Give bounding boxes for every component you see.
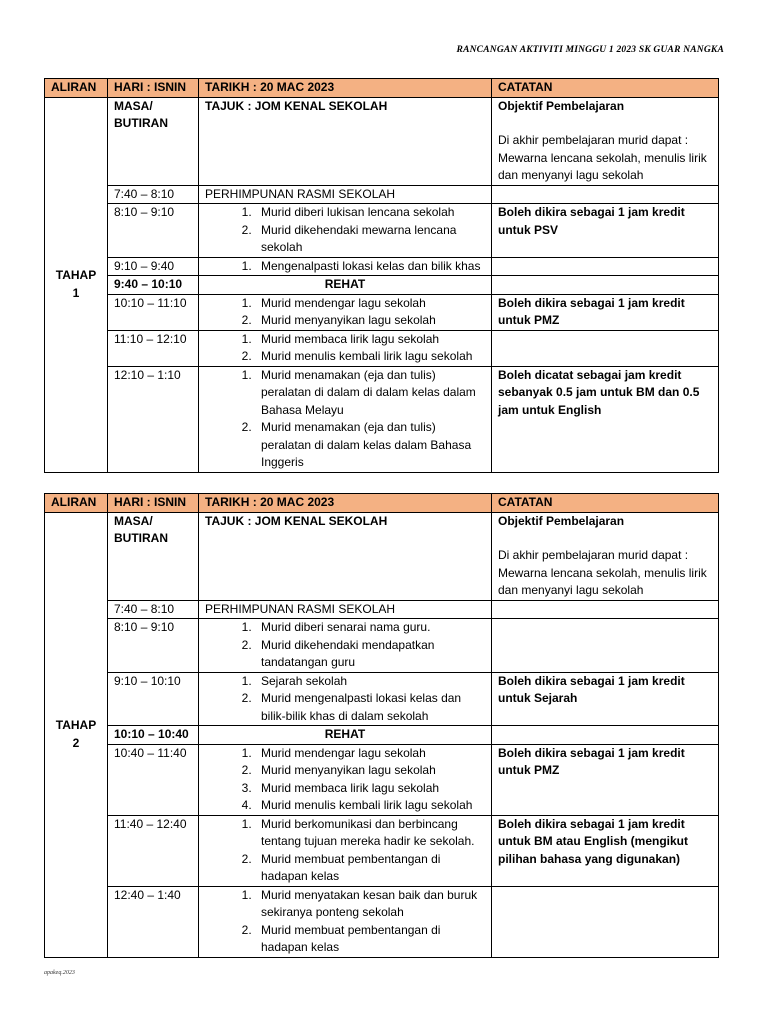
subheader-row bbox=[45, 97, 719, 185]
catatan-cell: Boleh dikira sebagai 1 jam kredit untuk PSV bbox=[492, 204, 719, 258]
activity-cell bbox=[199, 294, 492, 330]
objektif-spacer bbox=[498, 115, 712, 132]
activity-cell bbox=[199, 366, 492, 472]
list-item: 1. Murid diberi lukisan lencana sekolah bbox=[255, 204, 485, 222]
time-cell: 7:40 – 8:10 bbox=[108, 600, 199, 619]
catatan-cell bbox=[492, 619, 719, 673]
time-cell: 10:10 – 11:10 bbox=[108, 294, 199, 330]
catatan-cell bbox=[492, 726, 719, 745]
time-cell: 8:10 – 9:10 bbox=[108, 619, 199, 673]
table-row bbox=[45, 294, 719, 330]
activity-cell bbox=[199, 619, 492, 673]
list-item: 2. Murid menyanyikan lagu sekolah bbox=[255, 762, 485, 780]
catatan-cell bbox=[492, 276, 719, 295]
catatan-cell bbox=[492, 600, 719, 619]
catatan-cell bbox=[492, 330, 719, 366]
catatan-cell: Boleh dikira sebagai 1 jam kredit untuk BM atau English (mengikut pilihan bahasa yang digunakan) bbox=[492, 815, 719, 886]
activity-cell: PERHIMPUNAN RASMI SEKOLAH bbox=[199, 600, 492, 619]
list-item: 1. Murid membaca lirik lagu sekolah bbox=[255, 331, 485, 349]
catatan-cell: Boleh dicatat sebagai jam kredit sebanyak 0.5 jam untuk BM dan 0.5 jam untuk English bbox=[492, 366, 719, 472]
time-cell: 9:40 – 10:10 bbox=[108, 276, 199, 295]
masa-label-line: MASA/ bbox=[114, 513, 153, 528]
list-item: 1. Murid menamakan (eja dan tulis) peralatan di dalam di dalam kelas dalam Bahasa Melayu bbox=[255, 367, 485, 420]
list-item: 2. Murid menulis kembali lirik lagu sekolah bbox=[255, 348, 485, 366]
list-item: 2. Murid dikehendaki mendapatkan tandatangan guru bbox=[255, 637, 485, 672]
activity-table-tahap-1 bbox=[44, 78, 719, 473]
list-item: 2. Murid mengenalpasti lokasi kelas dan bilik-bilik khas di dalam sekolah bbox=[255, 690, 485, 725]
activity-list bbox=[205, 673, 485, 726]
list-item: 2. Murid menyanyikan lagu sekolah bbox=[255, 312, 485, 330]
list-item: 1. Murid berkomunikasi dan berbincang tentang tujuan mereka hadir ke sekolah. bbox=[255, 816, 485, 851]
time-cell: 10:40 – 11:40 bbox=[108, 744, 199, 815]
objektif-text: Di akhir pembelajaran murid dapat : Mewarna lencana sekolah, menulis lirik dan menyanyi lagu sekolah bbox=[498, 548, 707, 597]
table-row bbox=[45, 744, 719, 815]
objektif-text: Di akhir pembelajaran murid dapat : Mewarna lencana sekolah, menulis lirik dan menyanyi lagu sekolah bbox=[498, 133, 707, 182]
subheader-row bbox=[45, 512, 719, 600]
header-row bbox=[45, 494, 719, 513]
time-cell: 9:10 – 9:40 bbox=[108, 257, 199, 276]
activity-cell bbox=[199, 886, 492, 957]
activity-table-tahap-2 bbox=[44, 493, 719, 958]
objektif-title: Objektif Pembelajaran bbox=[498, 513, 625, 528]
column-header-aliran: ALIRAN bbox=[45, 79, 108, 98]
column-header-catatan: CATATAN bbox=[492, 494, 719, 513]
list-item: 3. Murid membaca lirik lagu sekolah bbox=[255, 780, 485, 798]
column-header-tarikh: TARIKH : 20 MAC 2023 bbox=[199, 494, 492, 513]
activity-list bbox=[205, 331, 485, 366]
objektif-cell bbox=[492, 97, 719, 185]
list-item: 2. Murid menamakan (eja dan tulis) peralatan di dalam kelas dalam Bahasa Inggeris bbox=[255, 419, 485, 472]
activity-cell bbox=[199, 672, 492, 726]
activity-list bbox=[205, 816, 485, 886]
list-item: 1. Murid mendengar lagu sekolah bbox=[255, 295, 485, 313]
masa-label-line: MASA/ bbox=[114, 98, 153, 113]
document-footer: apakeq.2023 bbox=[44, 970, 75, 976]
masa-label-line: BUTIRAN bbox=[114, 531, 168, 545]
objektif-cell bbox=[492, 512, 719, 600]
list-item: 1. Murid diberi senarai nama guru. bbox=[255, 619, 485, 637]
activity-cell bbox=[199, 330, 492, 366]
tahap-label-line: 2 bbox=[72, 735, 80, 750]
objektif-spacer bbox=[498, 530, 712, 547]
objektif-title: Objektif Pembelajaran bbox=[498, 98, 625, 113]
catatan-cell bbox=[492, 185, 719, 204]
activity-list bbox=[205, 295, 485, 330]
time-cell: 7:40 – 8:10 bbox=[108, 185, 199, 204]
table-row bbox=[45, 204, 719, 258]
tajuk-cell: TAJUK : JOM KENAL SEKOLAH bbox=[199, 97, 492, 185]
activity-cell bbox=[199, 204, 492, 258]
table-row bbox=[45, 257, 719, 276]
list-item: 4. Murid menulis kembali lirik lagu sekolah bbox=[255, 797, 485, 815]
list-item: 1. Murid mendengar lagu sekolah bbox=[255, 745, 485, 763]
activity-cell bbox=[199, 257, 492, 276]
table-row bbox=[45, 276, 719, 295]
list-item: 1. Sejarah sekolah bbox=[255, 673, 485, 691]
column-header-catatan: CATATAN bbox=[492, 79, 719, 98]
time-cell: 11:40 – 12:40 bbox=[108, 815, 199, 886]
list-item: 2. Murid membuat pembentangan di hadapan kelas bbox=[255, 922, 485, 957]
catatan-cell bbox=[492, 886, 719, 957]
column-header-hari: HARI : ISNIN bbox=[108, 79, 199, 98]
table-row bbox=[45, 600, 719, 619]
document-header: RANCANGAN AKTIVITI MINGGU 1 2023 SK GUAR NANGKA bbox=[456, 45, 724, 55]
table-row bbox=[45, 366, 719, 472]
tahap-label-line: TAHAP bbox=[55, 268, 97, 282]
rehat-cell: REHAT bbox=[199, 726, 492, 745]
activity-cell bbox=[199, 815, 492, 886]
list-item: 1. Mengenalpasti lokasi kelas dan bilik khas bbox=[255, 258, 485, 276]
activity-list bbox=[205, 367, 485, 472]
tahap-label-line: 1 bbox=[72, 285, 80, 300]
time-cell: 11:10 – 12:10 bbox=[108, 330, 199, 366]
rehat-cell: REHAT bbox=[199, 276, 492, 295]
table-row bbox=[45, 672, 719, 726]
column-header-tarikh: TARIKH : 20 MAC 2023 bbox=[199, 79, 492, 98]
masa-butiran-cell bbox=[108, 97, 199, 185]
time-cell: 10:10 – 10:40 bbox=[108, 726, 199, 745]
activity-cell bbox=[199, 744, 492, 815]
activity-list bbox=[205, 619, 485, 672]
catatan-cell: Boleh dikira sebagai 1 jam kredit untuk Sejarah bbox=[492, 672, 719, 726]
list-item: 2. Murid membuat pembentangan di hadapan kelas bbox=[255, 851, 485, 886]
activity-list bbox=[205, 887, 485, 957]
masa-label-line: BUTIRAN bbox=[114, 116, 168, 130]
table-row bbox=[45, 815, 719, 886]
catatan-cell: Boleh dikira sebagai 1 jam kredit untuk PMZ bbox=[492, 744, 719, 815]
masa-butiran-cell bbox=[108, 512, 199, 600]
column-header-aliran: ALIRAN bbox=[45, 494, 108, 513]
time-cell: 9:10 – 10:10 bbox=[108, 672, 199, 726]
table-row bbox=[45, 726, 719, 745]
column-header-hari: HARI : ISNIN bbox=[108, 494, 199, 513]
tahap-cell bbox=[45, 512, 108, 957]
table-row bbox=[45, 619, 719, 673]
activity-list bbox=[205, 204, 485, 257]
table-row bbox=[45, 886, 719, 957]
tahap-cell bbox=[45, 97, 108, 472]
catatan-cell bbox=[492, 257, 719, 276]
time-cell: 12:10 – 1:10 bbox=[108, 366, 199, 472]
header-row bbox=[45, 79, 719, 98]
activity-list bbox=[205, 745, 485, 815]
tajuk-cell: TAJUK : JOM KENAL SEKOLAH bbox=[199, 512, 492, 600]
time-cell: 8:10 – 9:10 bbox=[108, 204, 199, 258]
catatan-cell: Boleh dikira sebagai 1 jam kredit untuk PMZ bbox=[492, 294, 719, 330]
list-item: 1. Murid menyatakan kesan baik dan buruk sekiranya ponteng sekolah bbox=[255, 887, 485, 922]
tahap-label-line: TAHAP bbox=[55, 718, 97, 732]
activity-cell: PERHIMPUNAN RASMI SEKOLAH bbox=[199, 185, 492, 204]
table-row bbox=[45, 330, 719, 366]
table-row bbox=[45, 185, 719, 204]
time-cell: 12:40 – 1:40 bbox=[108, 886, 199, 957]
list-item: 2. Murid dikehendaki mewarna lencana sekolah bbox=[255, 222, 485, 257]
activity-list bbox=[205, 258, 485, 276]
